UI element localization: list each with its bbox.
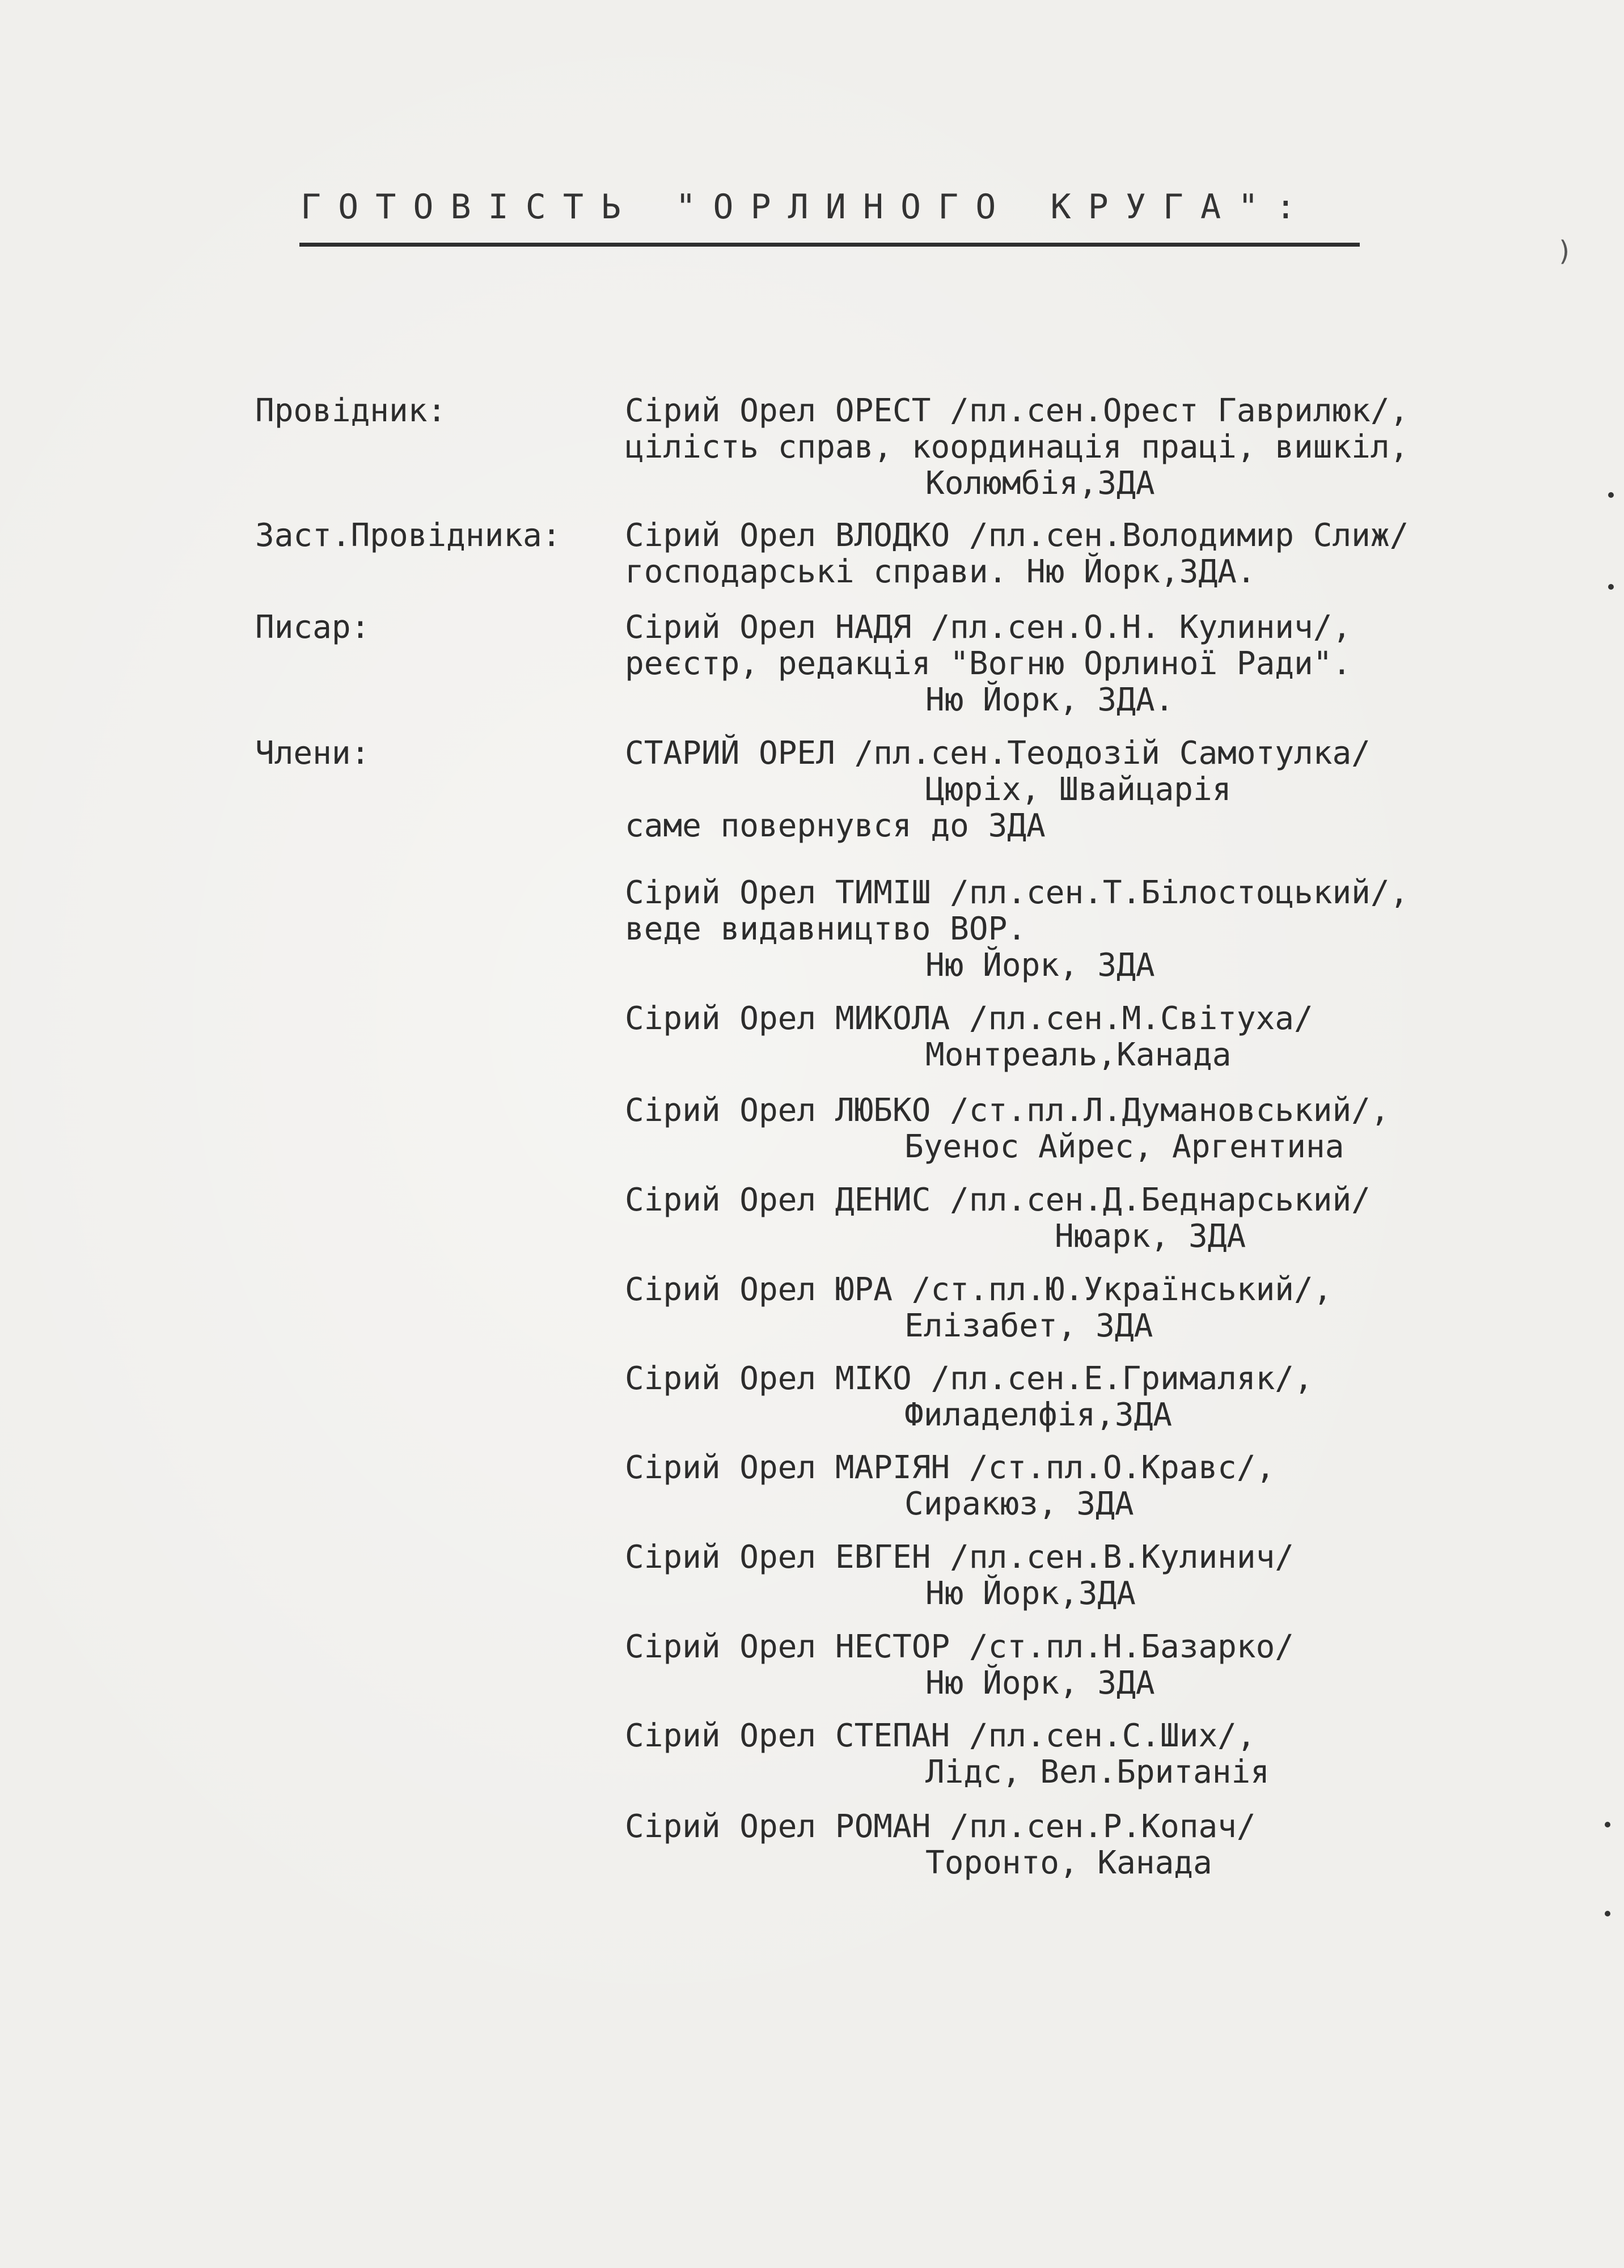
entry-line: Сірий Орел МІКО /пл.сен.Е.Грималяк/,	[625, 1360, 1313, 1397]
entry-location: Ню Йорк, ЗДА	[925, 947, 1155, 984]
entry-line: Сірий Орел ЮРА /ст.пл.Ю.Український/,	[625, 1271, 1333, 1308]
entry-line: господарські справи. Ню Йорк,ЗДА.	[625, 553, 1256, 590]
entry-line: СТАРИЙ ОРЕЛ /пл.сен.Теодозій Самотулка/	[625, 735, 1371, 772]
entry-line: Сірий Орел ЕВГЕН /пл.сен.В.Кулинич/	[625, 1539, 1295, 1576]
entry-location: Филаделфія,ЗДА	[904, 1397, 1173, 1433]
entry-location: Ню Йорк, ЗДА	[925, 1665, 1155, 1702]
entry-label: Члени:	[255, 735, 370, 772]
entry-line: Сірий Орел МИКОЛА /пл.сен.М.Світуха/	[625, 1000, 1313, 1037]
entry-location: Торонто, Канада	[925, 1844, 1212, 1881]
entry-line: Сірий Орел ВЛОДКО /пл.сен.Володимир Слиж/	[625, 517, 1409, 554]
entry-line: Сірий Орел ДЕНИС /пл.сен.Д.Беднарський/	[625, 1182, 1371, 1218]
entry-line: Сірий Орел ЛЮБКО /ст.пл.Л.Думановський/,	[625, 1092, 1390, 1129]
entry-line: Сірий Орел НЕСТОР /ст.пл.Н.Базарко/	[625, 1628, 1295, 1665]
entry-label: Провідник:	[255, 392, 447, 429]
entry-line: саме повернувся до ЗДА	[625, 807, 1046, 844]
entry-location: Сиракюз, ЗДА	[904, 1486, 1134, 1522]
entry-line: Сірий Орел МАРІЯН /ст.пл.О.Кравс/,	[625, 1449, 1275, 1486]
entry-location: Цюріх, Швайцарія	[925, 771, 1232, 808]
entry-location: Нюарк, ЗДА	[1055, 1218, 1246, 1255]
page-title: ГОТОВІСТЬ "ОРЛИНОГО КРУГА":	[301, 187, 1313, 227]
entry-location: Лідс, Вел.Британія	[925, 1754, 1270, 1791]
entry-location: Елізабет, ЗДА	[904, 1308, 1153, 1344]
margin-dot	[1605, 1822, 1610, 1827]
entry-location: Ню Йорк,ЗДА	[925, 1575, 1136, 1612]
entry-line: цілість справ, координація праці, вишкіл,	[625, 429, 1409, 466]
entry-line: реєстр, редакція "Вогню Орлиної Ради".	[625, 645, 1352, 682]
entry-label: Заст.Провідника:	[255, 517, 561, 554]
margin-mark: )	[1557, 235, 1573, 267]
entry-location: Монтреаль,Канада	[925, 1036, 1232, 1073]
entry-line: Сірий Орел ТИМІШ /пл.сен.Т.Білостоцький/,	[625, 874, 1409, 911]
entry-location: Буенос Айрес, Аргентина	[904, 1128, 1344, 1165]
entry-location: Колюмбія,ЗДА	[925, 465, 1155, 502]
entry-label: Писар:	[255, 609, 370, 646]
entry-line: Сірий Орел СТЕПАН /пл.сен.С.Ших/,	[625, 1717, 1256, 1754]
entry-line: Сірий Орел ОРЕСТ /пл.сен.Орест Гаврилюк/,	[625, 392, 1409, 429]
entry-location: Ню Йорк, ЗДА.	[925, 682, 1174, 718]
margin-dot	[1605, 1911, 1610, 1916]
entry-line: веде видавництво ВОР.	[625, 911, 1027, 947]
margin-dot	[1608, 584, 1614, 590]
title-underline	[299, 243, 1360, 247]
margin-dot	[1608, 492, 1614, 498]
entry-line: Сірий Орел РОМАН /пл.сен.Р.Копач/	[625, 1808, 1256, 1845]
entry-line: Сірий Орел НАДЯ /пл.сен.О.Н. Кулинич/,	[625, 609, 1352, 646]
